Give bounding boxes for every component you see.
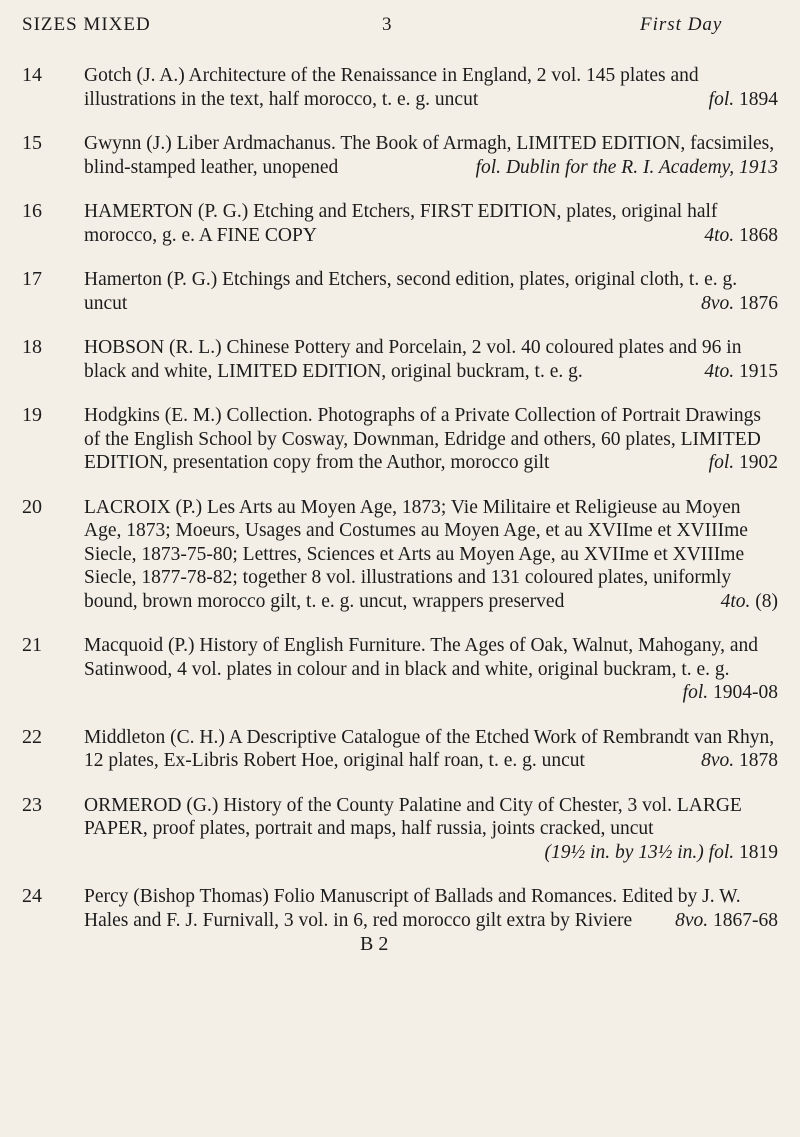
entry-text: Gwynn (J.) Liber Ardmachanus. The Book of Armagh, LIMITED EDITION, facsimiles, blind-stamped leather, unopened <box>84 133 775 178</box>
entry-size: 8vo. <box>701 292 735 314</box>
catalogue-entry <box>0 268 800 315</box>
entry-description <box>84 726 778 773</box>
catalogue-entry <box>0 794 800 865</box>
entry-size: 8vo. <box>701 750 735 771</box>
entry-text: Hodgkins (E. M.) Collection. Photographs of a Private Collection of Portrait Drawings of the English School by Cosway, Downman, Edridge and others, 60 plates, LIMITED EDITION, presentation copy from the Author, morocco gilt <box>84 405 761 473</box>
entry-size: (19½ in. by 13½ in.) fol. <box>544 841 735 863</box>
entry-size: 4to. <box>720 590 751 612</box>
entry-text: Hamerton (P. G.) Etchings and Etchers, second edition, plates, original cloth, t. e. g. uncut <box>84 269 738 314</box>
lot-number: 16 <box>22 200 42 222</box>
entry-description <box>84 132 778 179</box>
entry-text: LACROIX (P.) Les Arts au Moyen Age, 1873; Vie Militaire et Religieuse au Moyen Age, 1873; Moeurs, Usages and Costumes au Moyen Age, et au XVIIme et XVIIIme Siecle, 1873-75-80; Lettres, Sciences et Arts au Moyen Age, au XVIIme et XVIIIme Siecle, 1877-78-82; together 8 vol. illustrations and 131 coloured plates, uniformly bound, brown morocco gilt, t. e. g. uncut, wrappers preserved <box>84 496 748 612</box>
entry-text: Percy (Bishop Thomas) Folio Manuscript of Ballads and Romances. Edited by J. W. Hales and F. J. Furnivall, 3 vol. in 6, red morocco gilt extra by Riviere <box>84 886 741 931</box>
entry-text: HAMERTON (P. G.) Etching and Etchers, FIRST EDITION, plates, original half morocco, g. e. A FINE COPY <box>84 201 718 246</box>
entry-description <box>84 200 778 247</box>
entry-description <box>84 496 778 614</box>
entry-description <box>84 634 778 705</box>
signature-mark: B 2 <box>360 933 389 955</box>
entry-year: 1902 <box>739 452 778 473</box>
lot-number: 24 <box>22 885 42 907</box>
entry-description <box>84 794 778 865</box>
lot-number: 19 <box>22 404 42 426</box>
entry-year: 1915 <box>739 360 778 382</box>
entry-size: fol. <box>475 156 502 178</box>
entry-description <box>84 336 778 383</box>
catalogue-entry <box>0 634 800 705</box>
entry-year: 1878 <box>739 750 778 771</box>
header-page-number: 3 <box>382 14 393 35</box>
entry-size: 4to. <box>704 360 735 382</box>
entry-year: Dublin for the R. I. Academy, 1913 <box>505 156 778 178</box>
header-sale-day: First Day <box>640 14 723 35</box>
entry-year: 1876 <box>739 292 778 314</box>
header-section-title: SIZES MIXED <box>22 14 151 35</box>
catalogue-entry <box>0 64 800 111</box>
entry-text: ORMEROD (G.) History of the County Palatine and City of Chester, 3 vol. LARGE PAPER, proof plates, portrait and maps, half russia, joints cracked, uncut <box>84 794 742 839</box>
entry-year: 1904-08 <box>713 682 778 703</box>
entry-year: 1894 <box>739 88 778 110</box>
entry-text: Gotch (J. A.) Architecture of the Renaissance in England, 2 vol. 145 plates and illustrations in the text, half morocco, t. e. g. uncut <box>84 65 699 110</box>
catalogue-entry <box>0 496 800 614</box>
lot-number: 22 <box>22 725 42 748</box>
lot-number: 23 <box>22 793 42 816</box>
entry-text: HOBSON (R. L.) Chinese Pottery and Porcelain, 2 vol. 40 coloured plates and 96 in black and white, LIMITED EDITION, original buckram, t. e. g. <box>84 337 742 382</box>
entry-year: 1867-68 <box>713 909 778 931</box>
catalogue-entry <box>0 404 800 475</box>
lot-number: 17 <box>22 268 42 290</box>
lot-number: 18 <box>22 336 42 358</box>
catalogue-entries <box>0 64 800 954</box>
entry-year: 1819 <box>739 841 778 863</box>
entry-size: fol. <box>708 88 735 110</box>
catalogue-entry <box>0 336 800 383</box>
entry-size: 4to. <box>704 224 735 246</box>
lot-number: 20 <box>22 495 42 518</box>
entry-text: Middleton (C. H.) A Descriptive Catalogue of the Etched Work of Rembrandt van Rhyn, 12 plates, Ex-Libris Robert Hoe, original half roan, t. e. g. uncut <box>84 726 775 771</box>
entry-text: Macquoid (P.) History of English Furniture. The Ages of Oak, Walnut, Mahogany, and Satinwood, 4 vol. plates in colour and in black and white, original buckram, t. e. g. <box>84 635 758 680</box>
catalogue-entry <box>0 132 800 179</box>
catalogue-entry <box>0 885 800 932</box>
entry-year: 1868 <box>739 224 778 246</box>
lot-number: 14 <box>22 64 42 86</box>
lot-number: 21 <box>22 634 42 656</box>
running-header <box>0 14 800 40</box>
catalogue-entry <box>0 200 800 247</box>
catalogue-entry <box>0 726 800 773</box>
lot-number: 15 <box>22 132 42 154</box>
entry-description <box>84 268 778 315</box>
entry-size: 8vo. <box>675 909 709 931</box>
entry-description <box>84 404 778 475</box>
entry-size: fol. <box>682 682 709 703</box>
entry-description <box>84 64 778 111</box>
entry-size: fol. <box>708 452 735 473</box>
entry-year: (8) <box>755 590 778 612</box>
entry-description <box>84 885 778 932</box>
